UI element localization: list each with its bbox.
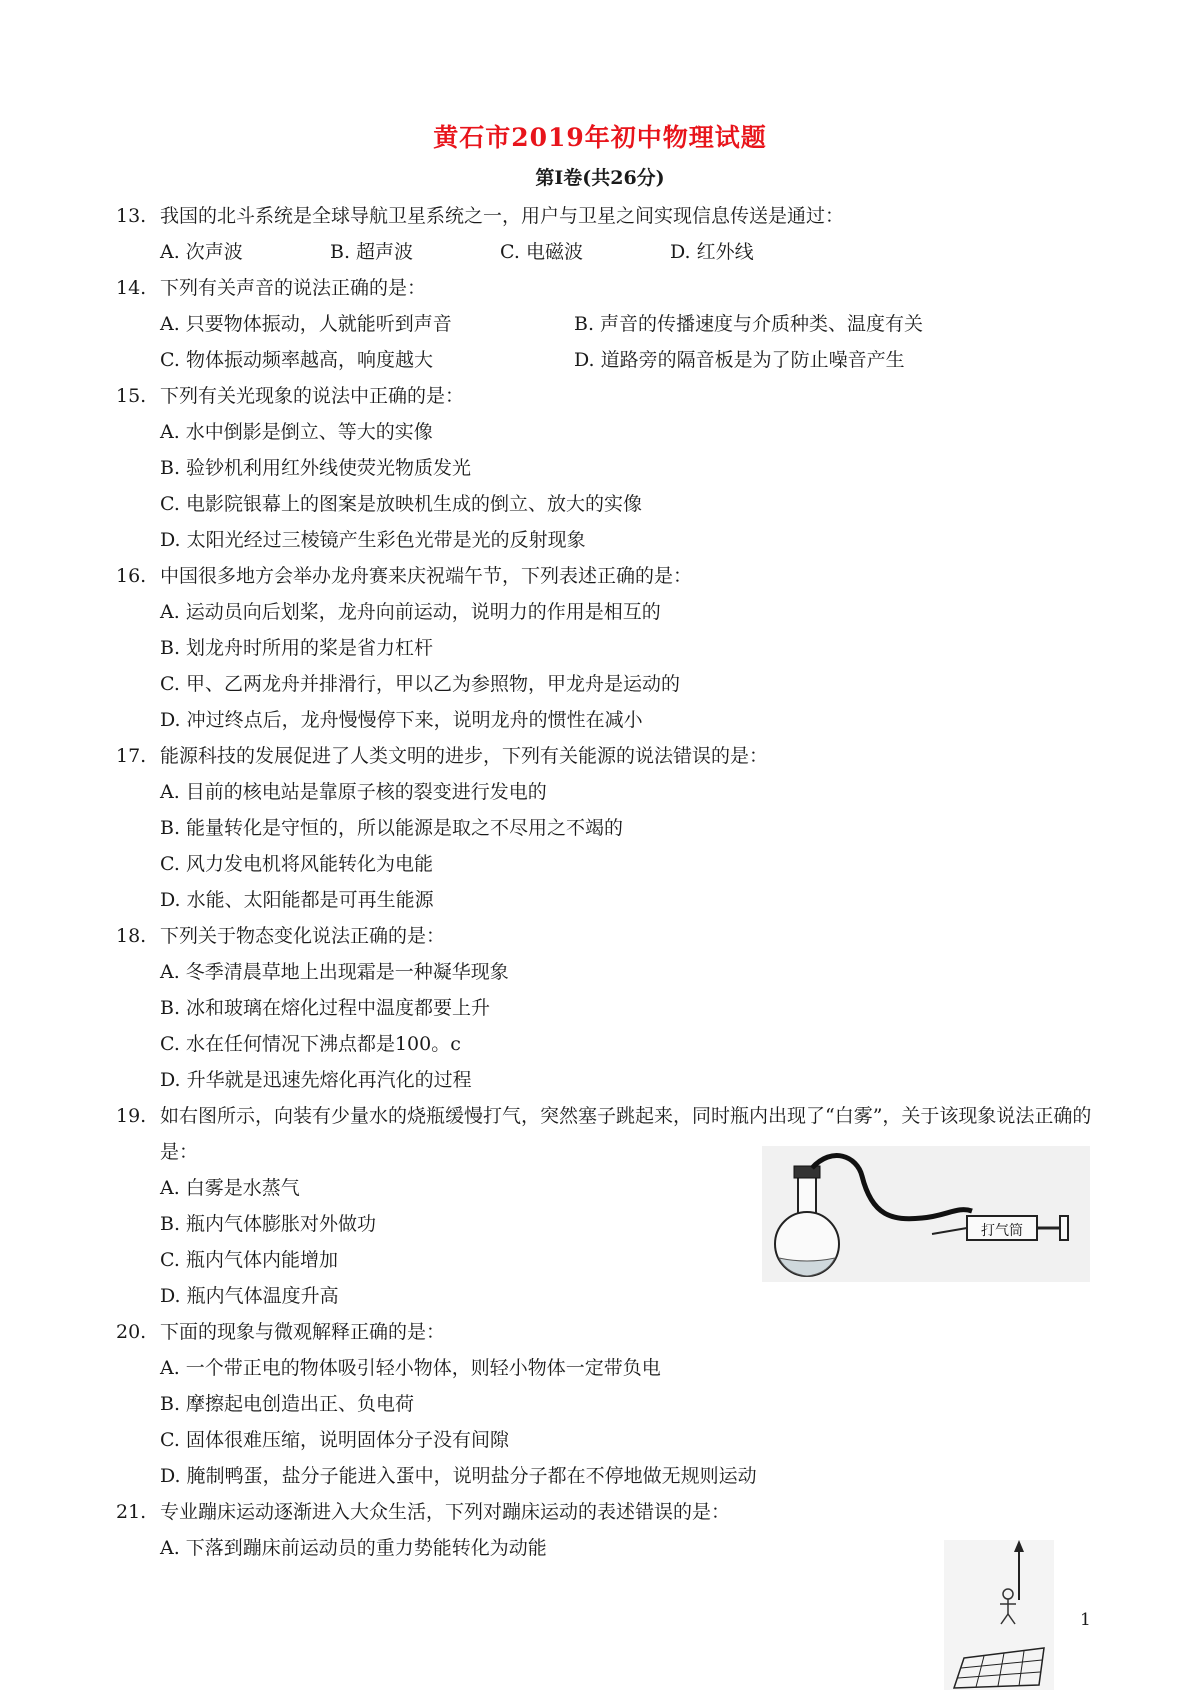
option-b[interactable]: B. 声音的传播速度与介质种类、温度有关 [574,313,924,335]
question-list [116,198,1106,1566]
option-b[interactable]: B. 摩擦起电创造出正、负电荷 [160,1393,415,1415]
option-c[interactable]: C. 风力发电机将风能转化为电能 [160,853,433,875]
question-16 [116,558,1106,738]
option-b[interactable]: B. 冰和玻璃在熔化过程中温度都要上升 [160,997,491,1019]
option-b[interactable]: B. 超声波 [330,241,414,263]
option-a[interactable]: A. 次声波 [160,241,243,263]
option-b[interactable]: B. 瓶内气体膨胀对外做功 [160,1213,377,1235]
paper-title: 黄石市2019年初中物理试题 [433,123,767,152]
option-d[interactable]: D. 升华就是迅速先熔化再汽化的过程 [160,1069,472,1091]
pump-label: 打气筒 [981,1223,1023,1239]
question-number: 17. [116,745,147,767]
option-c[interactable]: C. 水在任何情况下沸点都是100。c [160,1033,461,1055]
option-c[interactable]: C. 电影院银幕上的图案是放映机生成的倒立、放大的实像 [160,493,642,515]
option-d[interactable]: D. 腌制鸭蛋，盐分子能进入蛋中，说明盐分子都在不停地做无规则运动 [160,1465,757,1487]
question-13 [116,198,1106,270]
option-d[interactable]: D. 冲过终点后，龙舟慢慢停下来，说明龙舟的惯性在减小 [160,709,643,731]
option-c[interactable]: C. 瓶内气体内能增加 [160,1249,338,1271]
option-a[interactable]: A. 目前的核电站是靠原子核的裂变进行发电的 [160,781,547,803]
question-stem: 下列关于物态变化说法正确的是： [160,925,446,947]
option-a[interactable]: A. 一个带正电的物体吸引轻小物体，则轻小物体一定带负电 [160,1357,661,1379]
option-a[interactable]: A. 白雾是水蒸气 [160,1177,300,1199]
option-c[interactable]: C. 电磁波 [500,241,583,263]
question-stem: 中国很多地方会举办龙舟赛来庆祝端午节，下列表述正确的是： [160,565,693,587]
section-subtitle: 第Ⅰ卷(共26分) [535,167,665,189]
option-b[interactable]: B. 能量转化是守恒的，所以能源是取之不尽用之不竭的 [160,817,624,839]
question-stem: 我国的北斗系统是全球导航卫星系统之一，用户与卫星之间实现信息传送是通过： [160,205,845,227]
question-18 [116,918,1106,1098]
question-14 [116,270,1106,378]
question-stem: 下面的现象与微观解释正确的是： [160,1321,446,1343]
option-d[interactable]: D. 红外线 [670,241,754,263]
option-a[interactable]: A. 运动员向后划桨，龙舟向前运动，说明力的作用是相互的 [160,601,661,623]
question-number: 18. [116,925,147,947]
flask-pump-figure [762,1146,1090,1282]
question-stem: 专业蹦床运动逐渐进入大众生活，下列对蹦床运动的表述错误的是： [160,1501,731,1523]
question-number: 19. [116,1105,147,1127]
question-15 [116,378,1106,558]
question-number: 16. [116,565,147,587]
question-17 [116,738,1106,918]
question-stem: 如右图所示，向装有少量水的烧瓶缓慢打气，突然塞子跳起来，同时瓶内出现了“白雾”，关于该现象说法正确的是： [160,1105,1092,1163]
question-stem: 下列有关声音的说法正确的是： [160,277,427,299]
question-number: 20. [116,1321,147,1343]
option-c[interactable]: C. 固体很难压缩，说明固体分子没有间隙 [160,1429,509,1451]
option-d[interactable]: D. 道路旁的隔音板是为了防止噪音产生 [574,349,905,371]
question-number: 14. [116,277,147,299]
trampoline-figure [944,1540,1054,1690]
question-number: 13. [116,205,147,227]
option-a[interactable]: A. 只要物体振动，人就能听到声音 [160,313,452,335]
question-number: 21. [116,1501,147,1523]
question-number: 15. [116,385,147,407]
question-20 [116,1314,1106,1494]
option-d[interactable]: D. 瓶内气体温度升高 [160,1285,339,1307]
trampoline-drawing [944,1540,1054,1690]
question-stem: 下列有关光现象的说法中正确的是： [160,385,465,407]
option-d[interactable]: D. 太阳光经过三棱镜产生彩色光带是光的反射现象 [160,529,586,551]
question-stem: 能源科技的发展促进了人类文明的进步，下列有关能源的说法错误的是： [160,745,769,767]
option-c[interactable]: C. 物体振动频率越高，响度越大 [160,349,433,371]
option-a[interactable]: A. 下落到蹦床前运动员的重力势能转化为动能 [160,1537,547,1559]
flask-pump-drawing [762,1146,1090,1282]
page-number: 1 [1080,1610,1091,1630]
option-b[interactable]: B. 划龙舟时所用的桨是省力杠杆 [160,637,434,659]
option-a[interactable]: A. 水中倒影是倒立、等大的实像 [160,421,433,443]
option-c[interactable]: C. 甲、乙两龙舟并排滑行，甲以乙为参照物，甲龙舟是运动的 [160,673,680,695]
option-d[interactable]: D. 水能、太阳能都是可再生能源 [160,889,434,911]
option-a[interactable]: A. 冬季清晨草地上出现霜是一种凝华现象 [160,961,509,983]
option-b[interactable]: B. 验钞机利用红外线使荧光物质发光 [160,457,472,479]
